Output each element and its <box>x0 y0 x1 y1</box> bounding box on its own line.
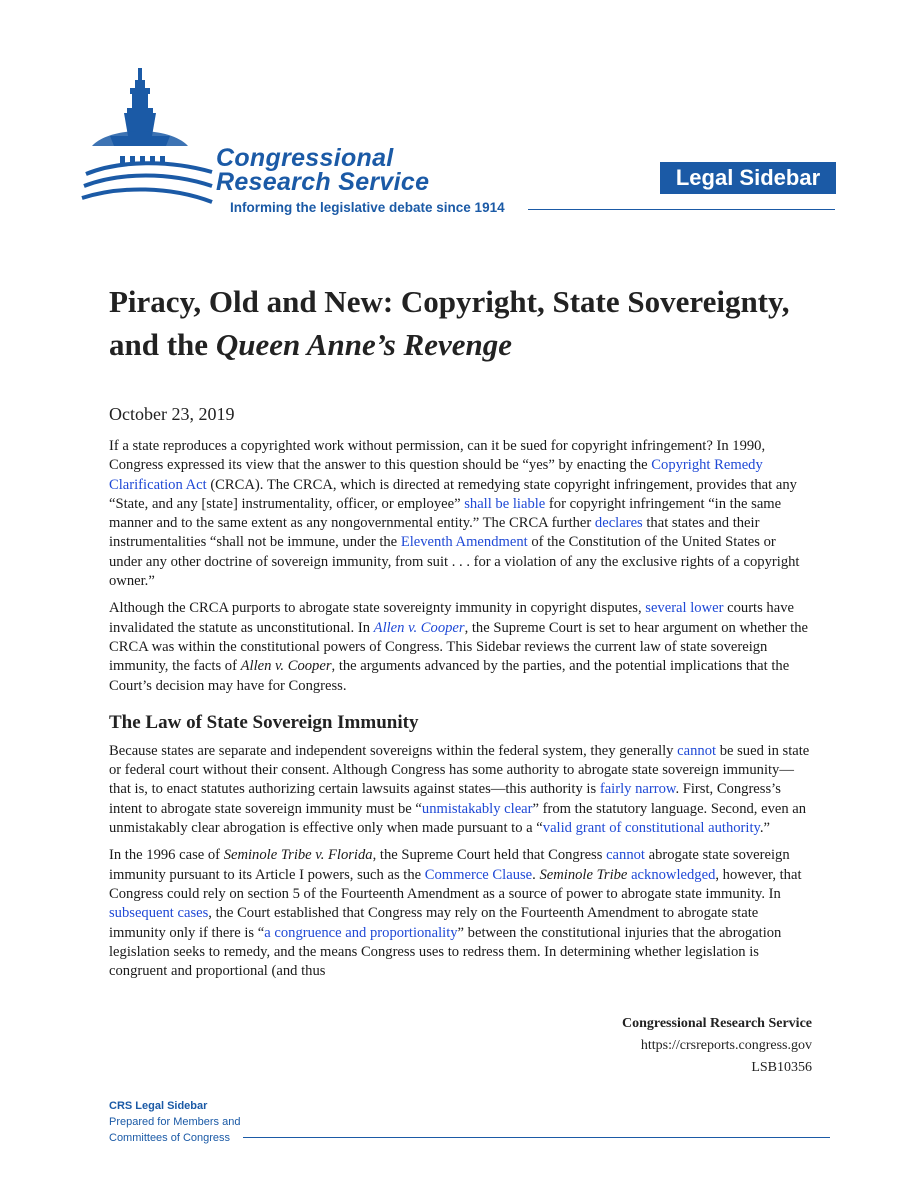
paragraph-overview <box>109 599 812 695</box>
text: In the 1996 case of <box>109 847 224 864</box>
footer-doc-id: LSB10356 <box>751 1060 812 1075</box>
text: Although the CRCA purports to abrogate state sovereignty immunity in copyright disputes, <box>109 600 646 617</box>
link-cannot-abrogate[interactable]: cannot <box>606 847 645 864</box>
text: , the Court established that Congress may rely on the Fourteenth Amendment to abrogate state immunity only if there is “ <box>109 905 759 941</box>
text: ” between the constitutional injuries that the abrogation legislation seeks to remedy, and the means Congress uses to redress them. In determining whether legislation is congruent and proportional (and thus <box>109 924 782 980</box>
link-acknowledged[interactable]: acknowledged <box>631 866 716 883</box>
text: . <box>532 866 540 883</box>
text: , the Supreme Court held that Congress <box>372 847 607 864</box>
link-shall-be-liable[interactable]: shall be liable <box>464 495 546 512</box>
footer-rule <box>243 1137 830 1138</box>
link-commerce-clause[interactable]: Commerce Clause <box>424 866 533 883</box>
legal-sidebar-badge: Legal Sidebar <box>660 162 836 194</box>
text: . First, Congress’s intent to abrogate state sovereign immunity must be “ <box>109 781 781 817</box>
section-heading: The Law of State Sovereign Immunity <box>109 711 419 733</box>
text: (CRCA). The CRCA, which is directed at remedying state copyright infringement, provides that any “State, and any [state] instrumentality, officer, or employee” <box>109 476 797 512</box>
footer-org: Congressional Research Service <box>621 1016 812 1031</box>
case-name: Seminole Tribe <box>539 866 628 883</box>
footer-left-line1: CRS Legal Sidebar <box>109 1100 208 1112</box>
link-cannot[interactable]: cannot <box>677 742 717 759</box>
org-name-line1: Congressional <box>216 144 394 172</box>
title-italic: Queen Anne’s Revenge <box>215 327 513 362</box>
publication-date: October 23, 2019 <box>109 404 235 424</box>
link-declares[interactable]: declares <box>594 515 643 532</box>
paragraph-law <box>109 742 812 838</box>
link-valid-grant[interactable]: valid grant of constitutional authority <box>542 820 760 837</box>
link-allen-v-cooper[interactable]: Allen v. Cooper <box>373 619 465 636</box>
link-congruence-proportionality[interactable]: a congruence and proportionality <box>264 924 458 941</box>
capitol-dome-icon <box>80 64 220 214</box>
text: for copyright infringement “in the same manner and to the same extent as any nongovernmental entity.” The CRCA further <box>109 495 782 532</box>
link-subsequent-cases[interactable]: subsequent cases <box>109 905 209 922</box>
paragraph-seminole <box>109 846 812 981</box>
text: , however, that Congress could rely on section 5 of the Fourteenth Amendment as a source of power to abrogate state immunity. In <box>109 866 802 902</box>
link-unmistakably-clear[interactable]: unmistakably clear <box>421 800 533 817</box>
article-body <box>109 437 812 989</box>
text: , the Supreme Court is set to hear argument on whether the CRCA was within the constitutional powers of Congress. This Sidebar reviews the current law of state sovereign immunity, the facts of <box>109 619 808 675</box>
text: be sued in state or federal court without their consent. Although Congress has some authority to abrogate state sovereign immunity—that is, to enact statutes authorizing certain lawsuits against states—this authority is <box>109 742 810 798</box>
case-name: Seminole Tribe v. Florida <box>223 847 373 864</box>
tagline: Informing the legislative debate since 1914 <box>230 200 505 215</box>
link-several-lower[interactable]: several lower <box>645 600 724 617</box>
tagline-rule <box>528 209 835 210</box>
text: abrogate state sovereign immunity pursuant to its Article I powers, such as the <box>109 847 790 883</box>
footer-sidebar-note <box>109 1098 240 1146</box>
org-name-line2: Research Service <box>216 168 430 196</box>
link-eleventh-amendment[interactable]: Eleventh Amendment <box>400 534 528 551</box>
text: If a state reproduces a copyrighted work without permission, can it be sued for copyright infringement? In 1990, Congress expressed its view that the answer to this question should be “yes” by enacting the <box>109 438 766 474</box>
footer-left-line2: Prepared for Members and <box>109 1116 241 1128</box>
footer-url[interactable]: https://crsreports.congress.gov <box>640 1038 812 1053</box>
text: , the arguments advanced by the parties, and the potential implications that the Court’s decision may have for Congress. <box>109 658 790 694</box>
footer-crs-info <box>622 1013 812 1079</box>
footer-left-line3: Committees of Congress <box>109 1132 231 1144</box>
text: that states and their instrumentalities “shall not be immune, under the <box>109 515 760 551</box>
case-name: Allen v. Cooper <box>240 658 332 675</box>
paragraph-intro <box>109 437 812 591</box>
text: Because states are separate and independent sovereigns within the federal system, they generally <box>109 742 678 759</box>
text: .” <box>759 820 771 837</box>
title-text: Piracy, Old and New: Copyright, State Sovereignty, and the <box>109 284 790 362</box>
page-title <box>109 280 809 366</box>
text: ” from the statutory language. Second, even an unmistakably clear abrogation is effective only when made pursuant to a “ <box>109 800 807 837</box>
text: of the Constitution of the United States or under any other doctrine of sovereign immunity, from suit . . . for a violation of any the exclusive rights of a copyright owner.” <box>109 534 800 590</box>
crs-header <box>80 64 840 224</box>
link-crca[interactable]: Copyright Remedy Clarification Act <box>109 457 763 493</box>
link-fairly-narrow[interactable]: fairly narrow <box>599 781 676 798</box>
org-name <box>216 146 429 194</box>
text: courts have invalidated the statute as unconstitutional. In <box>109 600 794 636</box>
